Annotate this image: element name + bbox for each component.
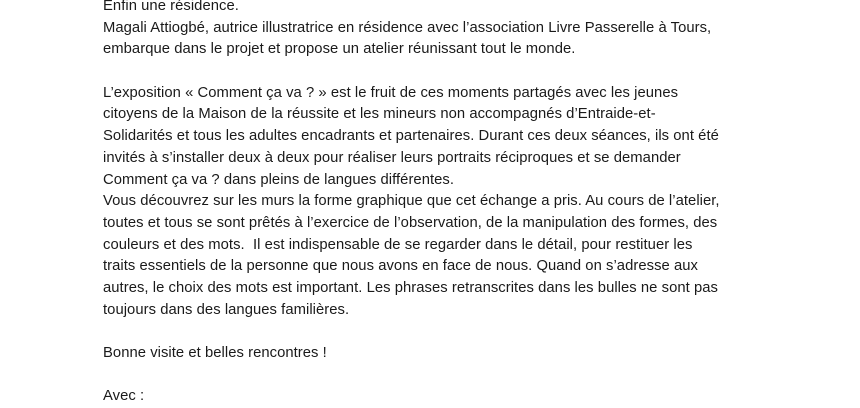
line-author-2: embarque dans le projet et propose un atelier réunissant tout le monde.: [103, 41, 576, 58]
line-author-1: Magali Attiogbé, autrice illustratrice en résidence avec l’association Livre Passerelle à Tours,: [103, 19, 712, 36]
line-expo-9: traits essentiels de la personne que nous avons en face de nous. Quand on s’adresse aux: [103, 258, 698, 275]
line-closing: Bonne visite et belles rencontres !: [103, 345, 327, 361]
line-expo-3: Solidarités et tous les adultes encadrants et partenaires. Durant ces deux séances, ils ont été: [103, 128, 719, 145]
line-expo-11: toujours dans des langues familières.: [103, 301, 350, 318]
line-avec: Avec :: [103, 388, 145, 405]
line-expo-5: Comment ça va ? dans pleins de langues différentes.: [103, 171, 455, 188]
line-expo-10: autres, le choix des mots est important. Les phrases retranscrites dans les bulles ne sont pas: [103, 279, 718, 296]
paragraph-gap: [103, 321, 803, 343]
line-expo-4: invités à s’installer deux à deux pour réaliser leurs portraits réciproques et se demander: [103, 149, 681, 166]
line-expo-6: Vous découvrez sur les murs la forme graphique que cet échange a pris. Au cours de l’atelier,: [103, 193, 720, 210]
line-intro-title: Enfin une résidence.: [103, 0, 239, 14]
paragraph-gap: [103, 61, 803, 83]
paragraph-gap: [103, 365, 803, 387]
line-expo-1: L’exposition « Comment ça va ? » est le fruit de ces moments partagés avec les jeunes: [103, 84, 679, 101]
document-body: [103, 0, 803, 408]
line-expo-7: toutes et tous se sont prêtés à l’exercice de l’observation, de la manipulation des formes, des: [103, 214, 718, 231]
line-expo-2: citoyens de la Maison de la réussite et les mineurs non accompagnés d’Entraide-et-: [103, 106, 656, 123]
line-expo-8: couleurs et des mots. Il est indispensable de se regarder dans le détail, pour restituer les: [103, 236, 693, 253]
